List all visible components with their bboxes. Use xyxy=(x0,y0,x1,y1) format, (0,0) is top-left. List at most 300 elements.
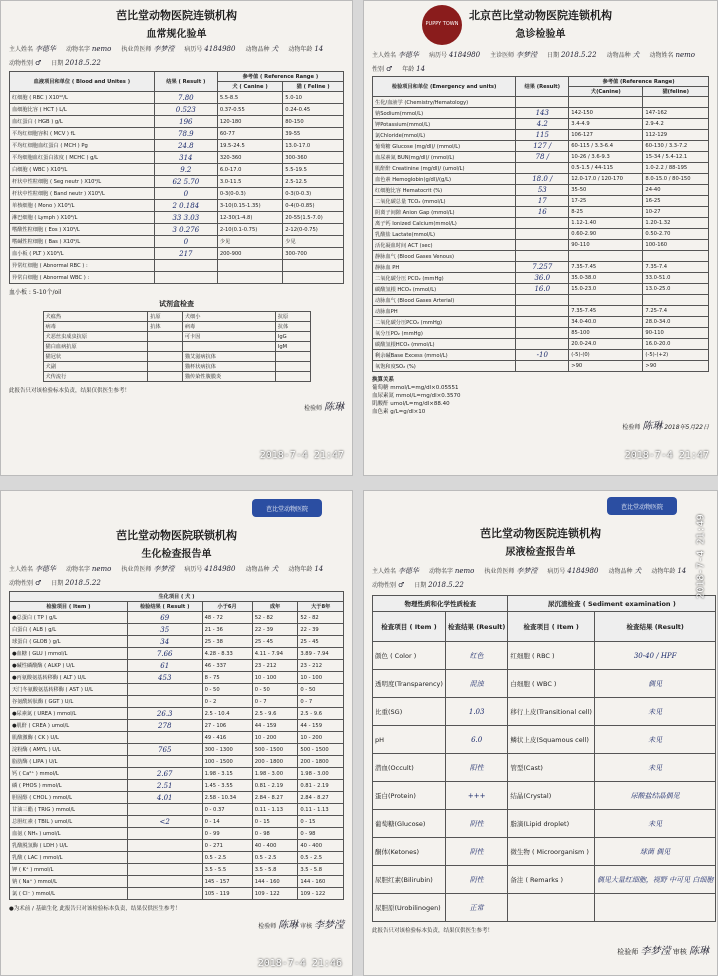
table-cell: 猫艾滋病抗体 xyxy=(182,352,275,362)
inspector-line: 检验师 陈琳 xyxy=(304,402,344,413)
col-feline: 猫 ( Feline ) xyxy=(283,82,344,92)
table-cell: ●丙氨酸氨基转移酶 ( ALT ) U/L xyxy=(10,672,128,684)
table-cell: 17-25 xyxy=(569,196,643,207)
table-cell xyxy=(127,888,202,900)
table-cell: 22 - 39 xyxy=(252,624,298,636)
table-row xyxy=(10,816,344,828)
table-cell: 谷氨酰转肽酶 ( GGT ) U/L xyxy=(10,696,128,708)
table-cell: 磷 ( PHOS ) mmol/L xyxy=(10,780,128,792)
patient-info: 主人姓名 李德华 病历号 4184980 主诊医师 李梦滢 日期 2018.5.22 动物品种 犬 动物姓名 nemo 性别 ♂ 年龄 14 xyxy=(372,51,695,73)
table-cell: 红色 xyxy=(445,642,507,670)
table-cell xyxy=(148,342,183,352)
table-cell xyxy=(148,332,183,342)
table-cell: 甘油三酯 ( TRIG ) mmol/L xyxy=(10,804,128,816)
table-cell: 3.5 - 5.8 xyxy=(252,864,298,876)
table-row xyxy=(10,708,344,720)
table-row xyxy=(373,141,709,152)
conversion-line: 葡萄糖 mmol/L=mg/dl×0.05551 xyxy=(372,385,459,391)
table-cell: 2.51 xyxy=(127,780,202,792)
table-cell: 肌酸激酶 ( CK ) U/L xyxy=(10,732,128,744)
table-cell: 34 xyxy=(127,636,202,648)
table-cell: 453 xyxy=(127,672,202,684)
table-row xyxy=(10,756,344,768)
table-row xyxy=(10,780,344,792)
table-cell: 44 - 159 xyxy=(252,720,298,732)
table-row xyxy=(373,251,709,262)
table-cell: 2.5-12.5 xyxy=(283,176,344,188)
table-cell: 0 - 50 xyxy=(298,684,344,696)
table-cell: 4.2 xyxy=(516,119,569,130)
patient-info: 主人姓名 李德华 动物名字 nemo 执业兽医师 李梦滢 病历号 4184980 动物品种 犬 动物年龄 14 动物性别 ♂ 日期 2018.5.22 xyxy=(372,567,687,589)
table-cell: 移行上皮(Transitional cell) xyxy=(508,698,595,726)
table-cell: 314 xyxy=(154,152,217,164)
table-row xyxy=(373,196,709,207)
table-cell: 7.257 xyxy=(516,262,569,273)
table-row xyxy=(10,828,344,840)
table-cell: 1.98 - 3.00 xyxy=(298,768,344,780)
table-cell: 20-55(1.5-7.0) xyxy=(283,212,344,224)
report-footer: 此报告只对该检验标本负责，结果仅供医生参考！ xyxy=(372,928,494,934)
table-cell: 21 - 36 xyxy=(202,624,252,636)
table-cell: 肌酐酐 Creatinine (mg/dl)/ (umol/L) xyxy=(373,163,516,174)
table-cell: 红细胞比容 Hematocrit (%) xyxy=(373,185,516,196)
table-cell: 淀粉酶 ( AMYL ) U/L xyxy=(10,744,128,756)
table-cell: 剩余碱Base Excess (mmol/L) xyxy=(373,350,516,361)
table-cell xyxy=(569,97,643,108)
table-cell xyxy=(643,251,709,262)
table-row xyxy=(373,207,709,218)
table-cell: 抗原 xyxy=(275,312,310,322)
table-cell: 正常 xyxy=(445,894,507,922)
table-cell: 0.5 - 2.5 xyxy=(202,852,252,864)
table-cell: 33.0-51.0 xyxy=(643,273,709,284)
table-cell: 144 - 160 xyxy=(252,876,298,888)
col-result: 检验结果 ( Result ) xyxy=(127,602,202,612)
photo-biochemistry xyxy=(0,490,353,976)
table-cell: 46 - 337 xyxy=(202,660,252,672)
table-cell xyxy=(182,342,275,352)
table-cell: 犬传流行 xyxy=(43,372,148,382)
table-cell: 透明度(Transparency) xyxy=(373,670,446,698)
table-cell: 天门冬氨酸氨基转移酶 ( AST ) U/L xyxy=(10,684,128,696)
hospital-logo: 芭比堂动物医院 xyxy=(607,497,677,515)
report-title: 尿液检查报告单 xyxy=(505,547,576,558)
table-cell xyxy=(275,372,310,382)
table-cell: 300-700 xyxy=(283,248,344,260)
table-cell: 杆状中性粒细胞 ( Seg neutr ) X10⁹/L xyxy=(10,176,155,188)
photo-timestamp: 2018-7-4 21:46 xyxy=(257,958,342,969)
table-cell: 尿胆红素(Bilirubin) xyxy=(373,866,446,894)
table-cell: 动脉血气 (Blood Gases Arterial) xyxy=(373,295,516,306)
table-cell: 混浊 xyxy=(445,670,507,698)
photo-blood-routine xyxy=(0,0,353,476)
table-cell xyxy=(127,756,202,768)
table-cell: 7.25-7.4 xyxy=(643,306,709,317)
table-row xyxy=(373,782,716,810)
table-cell: 2-10(0.1-0.75) xyxy=(217,224,282,236)
conversion-box xyxy=(372,375,709,415)
table-cell: 10 - 100 xyxy=(298,672,344,684)
table-row xyxy=(10,648,344,660)
inspector-line: 检验师 李梦滢 审核 陈琳 xyxy=(617,946,709,957)
table-row xyxy=(43,332,310,342)
table-cell: 偶见 xyxy=(594,670,715,698)
photo-timestamp: 2018-7-4 21:49 xyxy=(695,514,707,599)
table-cell xyxy=(508,894,595,922)
table-row xyxy=(43,362,310,372)
table-row xyxy=(10,804,344,816)
table-cell: 500 - 1500 xyxy=(252,744,298,756)
table-cell xyxy=(127,684,202,696)
table-cell: 抗体 xyxy=(148,322,183,332)
table-row xyxy=(10,128,344,140)
table-cell: 犬副 xyxy=(43,362,148,372)
table-cell: 36.0 xyxy=(516,273,569,284)
table-cell: 7.35-7.45 xyxy=(569,262,643,273)
table-cell: 22 - 39 xyxy=(298,624,344,636)
table-cell: 鳞状上皮(Squamous cell) xyxy=(508,726,595,754)
table-cell: 16-25 xyxy=(643,196,709,207)
table-cell xyxy=(127,876,202,888)
table-cell: 静脉血 PH xyxy=(373,262,516,273)
inspector-signature: 陈琳 xyxy=(642,421,663,432)
table-cell: 0 - 271 xyxy=(202,840,252,852)
table-cell: 115 xyxy=(516,130,569,141)
table-cell: 7.35-7.45 xyxy=(569,306,643,317)
table-cell: 0 - 0.37 xyxy=(202,804,252,816)
table-cell: 144 - 160 xyxy=(298,876,344,888)
table-cell: 52 - 82 xyxy=(298,612,344,624)
table-row xyxy=(373,894,716,922)
table-cell: (-5)-(+2) xyxy=(643,350,709,361)
table-cell: 未见 xyxy=(594,726,715,754)
table-row xyxy=(10,92,344,104)
table-cell: 7.80 xyxy=(154,92,217,104)
table-cell: 48 - 72 xyxy=(202,612,252,624)
table-row xyxy=(10,272,344,284)
table-cell xyxy=(127,696,202,708)
table-row xyxy=(43,322,310,332)
table-cell: 4.28 - 8.33 xyxy=(202,648,252,660)
table-cell xyxy=(127,804,202,816)
table-cell: 二氧化碳分压 PCO₂ (mmHg) xyxy=(373,273,516,284)
table-row xyxy=(10,236,344,248)
table-cell: 8 - 75 xyxy=(202,672,252,684)
table-cell xyxy=(283,272,344,284)
table-cell: 离子钙 Ionized Calcium(mmol/L) xyxy=(373,218,516,229)
table-cell: 25 - 38 xyxy=(202,636,252,648)
table-cell: 10 - 200 xyxy=(252,732,298,744)
table-cell: 1.45 - 3.55 xyxy=(202,780,252,792)
table-cell: 10 - 200 xyxy=(298,732,344,744)
table-cell: 24.8 xyxy=(154,140,217,152)
table-cell: 0.60-2.90 xyxy=(569,229,643,240)
table-cell: 105 - 119 xyxy=(202,888,252,900)
age: 14 xyxy=(416,65,426,73)
table-cell: 少见 xyxy=(217,236,282,248)
table-cell: 2-12(0-0.75) xyxy=(283,224,344,236)
inspector-signature: 陈琳 xyxy=(278,920,299,931)
hospital-name: 芭比堂动物医院联锁机构 xyxy=(116,529,237,542)
report-footer: 此报告只对该检验标本负责，结果仅供医生参考！ xyxy=(9,388,131,394)
table-cell: 0.24-0.45 xyxy=(283,104,344,116)
col-item: 血液项目和单位 ( Blood and Unites ) xyxy=(10,72,155,92)
table-row xyxy=(10,224,344,236)
table-cell: 生化/血液学 (Chemistry/Hematology) xyxy=(373,97,516,108)
table-cell: 100-160 xyxy=(643,240,709,251)
table-cell xyxy=(217,272,282,284)
table-cell: 阳性 xyxy=(445,754,507,782)
table-cell: 145 - 157 xyxy=(202,876,252,888)
report-date: 2018.5.22 xyxy=(428,581,464,589)
table-row xyxy=(373,174,709,185)
col-result-right: 检查结果 (Result) xyxy=(594,612,715,642)
inspector-date: 2018年5月22日 xyxy=(664,424,709,431)
table-cell: 0 - 98 xyxy=(252,828,298,840)
table-row xyxy=(43,312,310,322)
table-cell: 0.81 - 2.19 xyxy=(252,780,298,792)
table-cell: ●血糖 ( GLU ) mmol/L xyxy=(10,648,128,660)
table-row xyxy=(10,636,344,648)
col-adult: 成年 xyxy=(252,602,298,612)
table-cell: 23 - 212 xyxy=(252,660,298,672)
kit-table xyxy=(43,311,311,382)
table-cell: 平均红细胞血红蛋白 ( MCH ) Pg xyxy=(10,140,155,152)
table-cell: 16 xyxy=(516,207,569,218)
col-canine: 犬(Canine) xyxy=(569,87,643,97)
table-cell: 40 - 400 xyxy=(252,840,298,852)
table-cell xyxy=(516,328,569,339)
col-reference: 参考值 ( Reference Range ) xyxy=(217,72,343,82)
table-cell: 39-55 xyxy=(283,128,344,140)
table-cell: 0 xyxy=(154,236,217,248)
report-date: 2018.5.22 xyxy=(65,59,101,67)
table-cell xyxy=(283,260,344,272)
table-cell: 3.5 - 5.8 xyxy=(298,864,344,876)
table-cell: 0-3(0-0.3) xyxy=(217,188,282,200)
table-cell xyxy=(516,251,569,262)
col-item-left: 检查项目 ( Item ) xyxy=(373,612,446,642)
table-cell: 乳酸盐 Lactate(mmol/L) xyxy=(373,229,516,240)
table-row xyxy=(10,768,344,780)
table-cell: 16.0 xyxy=(516,284,569,295)
report-date: 2018.5.22 xyxy=(560,51,597,59)
table-row xyxy=(373,642,716,670)
table-cell: 106-127 xyxy=(569,130,643,141)
table-row xyxy=(43,352,310,362)
report-title: 急诊检验单 xyxy=(515,29,566,40)
table-cell: 氧分压PO₂ (mmHg) xyxy=(373,328,516,339)
pet-name: nemo xyxy=(675,51,695,59)
table-cell: 1.98 - 3.00 xyxy=(252,768,298,780)
table-cell: 抗原 xyxy=(148,312,183,322)
table-cell: 结晶(Crystal) xyxy=(508,782,595,810)
table-cell: 28.0-34.0 xyxy=(643,317,709,328)
photo-timestamp: 2018-7-4 21:47 xyxy=(624,450,709,461)
vet-name: 李梦滢 xyxy=(516,51,537,59)
species: 犬 xyxy=(632,51,640,59)
table-row xyxy=(373,284,709,295)
table-cell: 9.2 xyxy=(154,164,217,176)
table-cell: 猫杯状病抗体 xyxy=(182,362,275,372)
table-row xyxy=(10,116,344,128)
table-cell: 143 xyxy=(516,108,569,119)
table-row xyxy=(373,838,716,866)
owner-name: 李德华 xyxy=(34,565,56,573)
table-cell: 78.9 xyxy=(154,128,217,140)
table-cell: 196 xyxy=(154,116,217,128)
table-cell: 脂肪酶 ( LIPA ) U/L xyxy=(10,756,128,768)
table-cell: 钾Potassium(mmol/L) xyxy=(373,119,516,130)
table-cell: 35-50 xyxy=(569,185,643,196)
table-cell: 0 - 50 xyxy=(202,684,252,696)
table-cell: 278 xyxy=(127,720,202,732)
vet-name: 李梦滢 xyxy=(153,45,175,53)
col-item-right: 检查项目 ( Item ) xyxy=(508,612,595,642)
table-cell: 阴性 xyxy=(445,866,507,894)
conversion-line: 血尿素氮 mmol/L=mg/dl×0.3570 xyxy=(372,393,461,399)
table-cell: 平均细胞血红蛋白浓度 ( MCHC ) g/L xyxy=(10,152,155,164)
table-row xyxy=(373,361,709,372)
table-cell: 2.84 - 8.27 xyxy=(298,792,344,804)
table-cell: 嗜碱性粒细胞 ( Bas ) X10⁹/L xyxy=(10,236,155,248)
table-cell: 19.5-24.5 xyxy=(217,140,282,152)
table-cell: (-5)-(0) xyxy=(569,350,643,361)
sex: ♂ xyxy=(397,581,405,589)
record-number: 4184980 xyxy=(204,565,236,573)
table-row xyxy=(10,188,344,200)
table-row xyxy=(10,660,344,672)
table-cell: 1.98 - 3.15 xyxy=(202,768,252,780)
conversion-line: 肌酸酐 umol/L=mg/dl×88.40 xyxy=(372,401,450,407)
table-row xyxy=(10,612,344,624)
table-cell: 25 - 45 xyxy=(252,636,298,648)
table-cell: 12-30(1-4.8) xyxy=(217,212,282,224)
table-row xyxy=(10,732,344,744)
table-cell: 10-26 / 3.6-9.3 xyxy=(569,152,643,163)
table-cell: 62 5.70 xyxy=(154,176,217,188)
table-cell: 78 / xyxy=(516,152,569,163)
table-cell: 钾 ( K⁺ ) mmol/L xyxy=(10,864,128,876)
table-cell: 0 - 15 xyxy=(298,816,344,828)
table-cell xyxy=(148,372,183,382)
col-canine: 犬 ( Canine ) xyxy=(217,82,282,92)
record-number: 4184980 xyxy=(204,45,236,53)
table-cell xyxy=(516,229,569,240)
col-result: 结果 (Result) xyxy=(516,77,569,97)
age: 14 xyxy=(677,567,687,575)
table-cell xyxy=(127,732,202,744)
table-cell: 44 - 159 xyxy=(298,720,344,732)
reviewer-signature: 陈琳 xyxy=(689,946,709,957)
table-cell: 0 xyxy=(154,188,217,200)
table-cell xyxy=(516,317,569,328)
table-cell: 53 xyxy=(516,185,569,196)
table-cell: 可卡因 xyxy=(182,332,275,342)
table-cell: 未见 xyxy=(594,810,715,838)
record-number: 4184980 xyxy=(567,567,599,575)
table-cell: 100 - 1500 xyxy=(202,756,252,768)
table-row xyxy=(373,218,709,229)
table-cell: 2 0.184 xyxy=(154,200,217,212)
table-cell: 0.5 - 2.5 xyxy=(252,852,298,864)
sex: ♂ xyxy=(34,579,42,587)
table-cell: 球蛋白 ( GLOB ) g/L xyxy=(10,636,128,648)
puppy-town-logo: PUPPY TOWN xyxy=(422,5,462,45)
table-cell: 猫冠状 xyxy=(43,352,148,362)
table-cell: 3 0.276 xyxy=(154,224,217,236)
table-row xyxy=(373,295,709,306)
table-cell: 未见 xyxy=(594,698,715,726)
table-cell xyxy=(217,260,282,272)
table-cell: 127 / xyxy=(516,141,569,152)
table-row xyxy=(10,164,344,176)
table-cell: 10 - 100 xyxy=(252,672,298,684)
table-row xyxy=(373,866,716,894)
table-cell: 二氧化碳分压PCO₂ (mmHg) xyxy=(373,317,516,328)
table-cell: 碳酸氢根HCO₃ (mmol/L) xyxy=(373,339,516,350)
table-cell: 2.5 - 9.6 xyxy=(298,708,344,720)
vet-name: 李梦滢 xyxy=(516,567,538,575)
table-row xyxy=(373,130,709,141)
table-cell: 病毒 xyxy=(182,322,275,332)
table-cell: 管型(Cast) xyxy=(508,754,595,782)
table-cell xyxy=(569,251,643,262)
table-cell: 80-150 xyxy=(283,116,344,128)
col-item: 检验项目 ( Item ) xyxy=(10,602,128,612)
sex: ♂ xyxy=(34,59,42,67)
table-cell: 动脉血PH xyxy=(373,306,516,317)
table-row xyxy=(10,624,344,636)
table-cell: 0.523 xyxy=(154,104,217,116)
table-cell xyxy=(516,97,569,108)
table-cell: 35.0-38.0 xyxy=(569,273,643,284)
table-cell: 潜血(Occult) xyxy=(373,754,446,782)
inspector-line: 检验师 陈琳 2018年5月22日 xyxy=(622,421,709,432)
table-cell: 单核细胞 ( Mono ) X10⁹/L xyxy=(10,200,155,212)
table-cell: 钠Sodium(mmol/L) xyxy=(373,108,516,119)
table-cell: 0 - 7 xyxy=(298,696,344,708)
table-cell: 61 xyxy=(127,660,202,672)
table-cell: 钠 ( Na⁺ ) mmol/L xyxy=(10,876,128,888)
table-cell: ●尿素氮 ( UREA ) mmol/L xyxy=(10,708,128,720)
table-row xyxy=(10,104,344,116)
section-title: 生化项目 ( 犬 ) xyxy=(10,592,344,602)
table-cell: 300-360 xyxy=(283,152,344,164)
table-row xyxy=(10,176,344,188)
patient-info: 主人姓名 李德华 动物名字 nemo 执业兽医师 李梦滢 病历号 4184980 动物品种 犬 动物年龄 14 动物性别 ♂ 日期 2018.5.22 xyxy=(9,45,324,67)
table-row xyxy=(10,140,344,152)
species: 犬 xyxy=(634,567,642,575)
table-cell: >90 xyxy=(569,361,643,372)
table-cell: 27 - 106 xyxy=(202,720,252,732)
table-cell xyxy=(127,864,202,876)
patient-info: 主人姓名 李德华 动物名字 nemo 执业兽医师 李梦滢 病历号 4184980 动物品种 犬 动物年龄 14 动物性别 ♂ 日期 2018.5.22 xyxy=(9,565,324,587)
col-under-6m: 小于6月 xyxy=(202,602,252,612)
owner-name: 李德华 xyxy=(397,567,419,575)
table-cell: 0.11 - 1.13 xyxy=(298,804,344,816)
table-cell: 69 xyxy=(127,612,202,624)
table-cell: 60-130 / 3.3-7.2 xyxy=(643,141,709,152)
table-row xyxy=(10,852,344,864)
age: 14 xyxy=(314,45,324,53)
table-cell: 未见 xyxy=(594,754,715,782)
table-cell: 5.5-19.5 xyxy=(283,164,344,176)
table-cell: 7.66 xyxy=(127,648,202,660)
table-cell: 24-40 xyxy=(643,185,709,196)
record-number: 4184980 xyxy=(448,51,481,59)
table-cell: 0 - 15 xyxy=(252,816,298,828)
